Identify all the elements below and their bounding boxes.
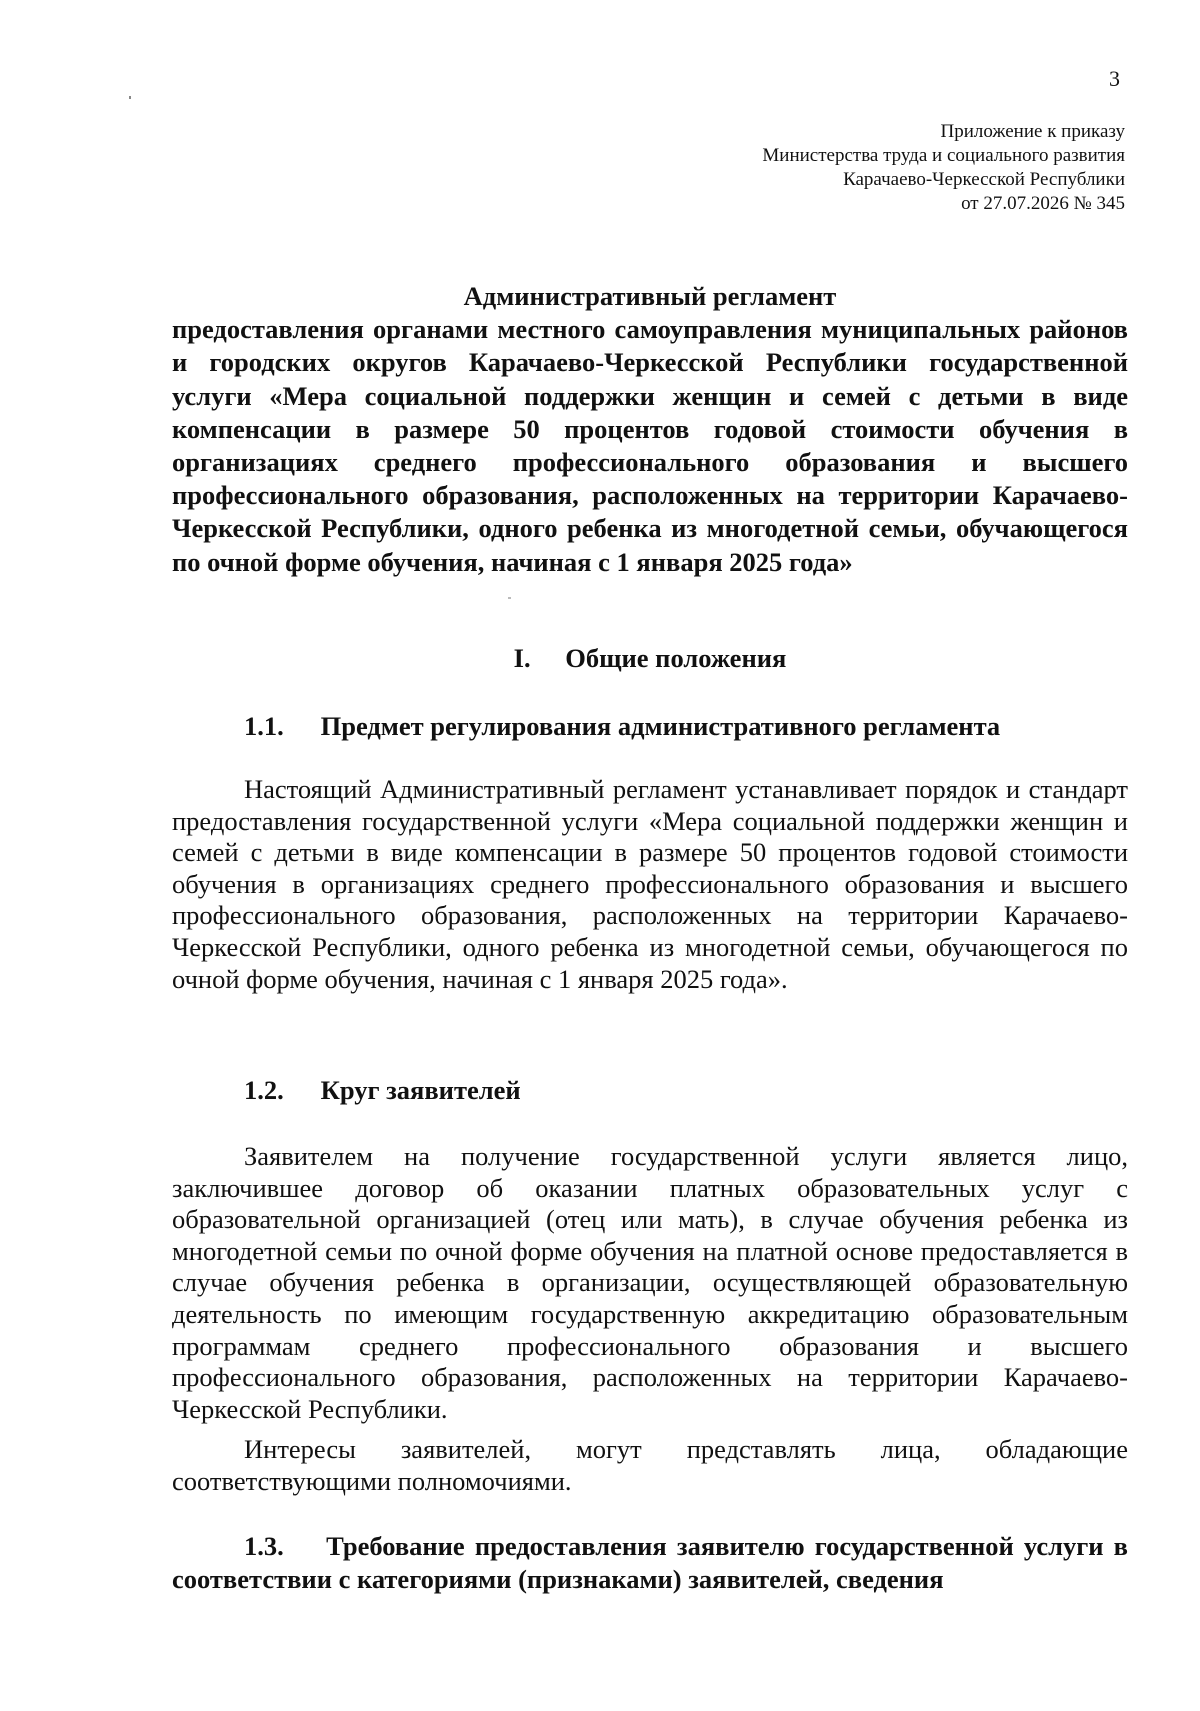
subsection-title: Круг заявителей (320, 1075, 521, 1105)
body-paragraph: Настоящий Административный регламент устанавливает порядок и стандарт предоставления государственной услуги «Мера социальной поддержки женщин и семей с детьми в виде компенсации в размере 50 процентов годовой стоимости обучения в организациях среднего профессионального образования и высшего профессионального образования, расположенных на территории Карачаево-Черкесской Республики, одного ребенка из многодетной семьи, обучающегося по очной форме обучения, начиная с 1 января 2025 года». (172, 774, 1128, 994)
document-title: Административный регламент (463, 281, 837, 311)
section-number: I. (513, 643, 531, 673)
body-paragraph: Интересы заявителей, могут представлять лица, обладающие соответствующими полномочиями. (172, 1434, 1128, 1496)
approval-stamp (762, 120, 1125, 216)
document-subtitle: предоставления органами местного самоуправления муниципальных районов и городских округов Карачаево-Черкесской Республики государственной услуги «Мера социальной поддержки женщин и семей с детьми в виде компенсации в размере 50 процентов годовой стоимости обучения в организациях среднего профессионального образования и высшего профессионального образования, расположенных на территории Карачаево-Черкесской Республики, одного ребенка из многодетной семьи, обучающегося по очной форме обучения, начиная с 1 января 2025 года» (172, 314, 1128, 577)
subsection-heading (172, 1530, 1128, 1596)
subsection-title: Предмет регулирования административного регламента (320, 711, 1001, 741)
body-paragraph: Заявителем на получение государственной услуги является лицо, заключившее договор об оказании платных образовательных услуг с образовательной организацией (отец или мать), в случае обучения ребенка из многодетной семьи по очной форме обучения на платной основе предоставляется в случае обучения ребенка в организации, осуществляющей образовательную деятельность по имеющим государственную аккредитацию образовательным программам среднего профессионального образования и высшего профессионального образования, расположенных на территории Карачаево-Черкесской Республики. (172, 1141, 1128, 1424)
subsection-number: 1.3. (244, 1531, 284, 1561)
approval-line: Карачаево-Черкесской Республики (843, 169, 1125, 190)
subsection-number: 1.2. (244, 1075, 284, 1105)
scan-speck (129, 96, 131, 99)
scan-speck (508, 597, 511, 599)
section-title: Общие положения (565, 643, 787, 673)
subsection-heading (172, 1074, 1128, 1107)
document-title-block (172, 280, 1128, 579)
section-heading (172, 642, 1128, 675)
approval-line: Приложение к приказу (940, 121, 1125, 142)
approval-line: Министерства труда и социального развития (762, 145, 1125, 166)
subsection-title: Требование предоставления заявителю государственной услуги в соответствии с категориями (признаками) заявителей, сведения (172, 1531, 1128, 1594)
subsection-number: 1.1. (244, 711, 284, 741)
approval-date: от 27.07.2026 № 345 (961, 193, 1125, 214)
page-number: 3 (1109, 66, 1120, 91)
subsection-heading (172, 710, 1128, 743)
